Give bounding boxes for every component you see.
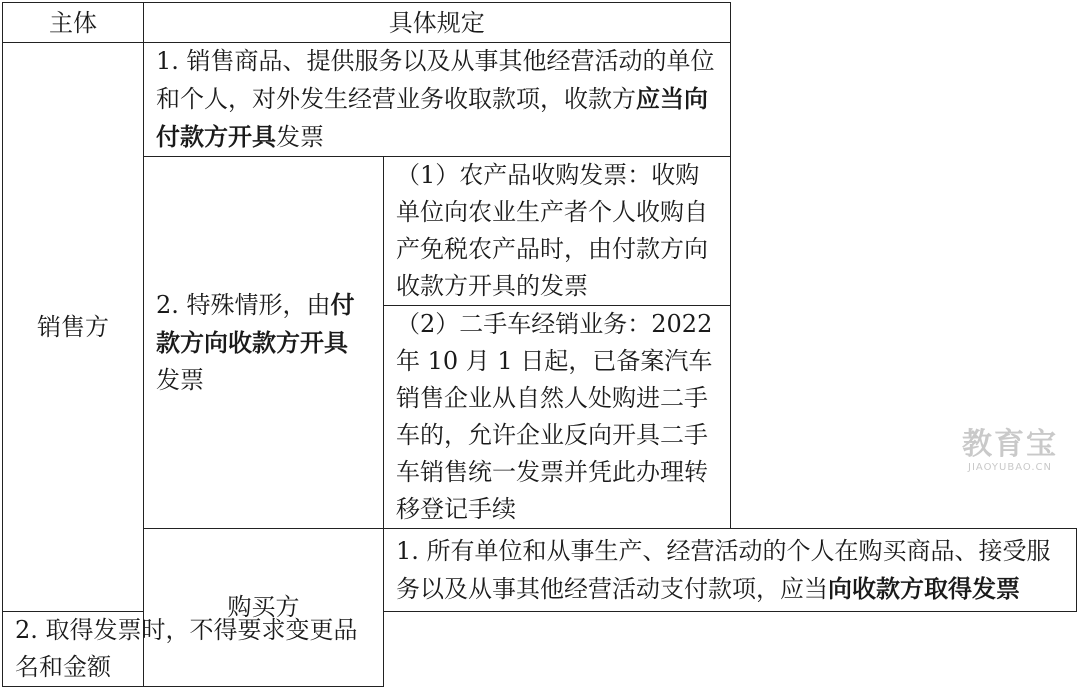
seller-rule-1: 1. 销售商品、提供服务以及从事其他经营活动的单位和个人，对外发生经营业务收取款项，收款方应当向付款方开具发票 <box>144 43 731 157</box>
watermark-sub: JIAOYUBAO.CN <box>968 462 1052 473</box>
rules-table <box>2 2 1077 687</box>
buyer-rule-1: 1. 所有单位和从事生产、经营活动的个人在购买商品、接受服务以及从事其他经营活动支付款项，应当向收款方取得发票 <box>384 529 1077 612</box>
header-subject: 主体 <box>3 3 144 43</box>
watermark-logo <box>962 428 1058 473</box>
seller-rule-2-sub-2: （2）二手车经销业务：2022 年 10 月 1 日起，已备案汽车销售企业从自然人处购进二手车的，允许企业反向开具二手车销售统一发票并凭此办理转移登记手续 <box>384 306 731 529</box>
buyer-rule-2: 2. 取得发票时，不得要求变更品名和金额 <box>3 612 384 687</box>
header-rules: 具体规定 <box>144 3 731 43</box>
watermark-main: 教育宝 <box>962 427 1058 462</box>
buyer-label: 购买方 <box>144 529 384 687</box>
seller-label: 销售方 <box>3 43 144 612</box>
seller-rule-2: 2. 特殊情形，由付款方向收款方开具发票 <box>144 157 384 529</box>
seller-rule-2-sub-1: （1）农产品收购发票：收购单位向农业生产者个人收购自产免税农产品时，由付款方向收款方开具的发票 <box>384 157 731 306</box>
